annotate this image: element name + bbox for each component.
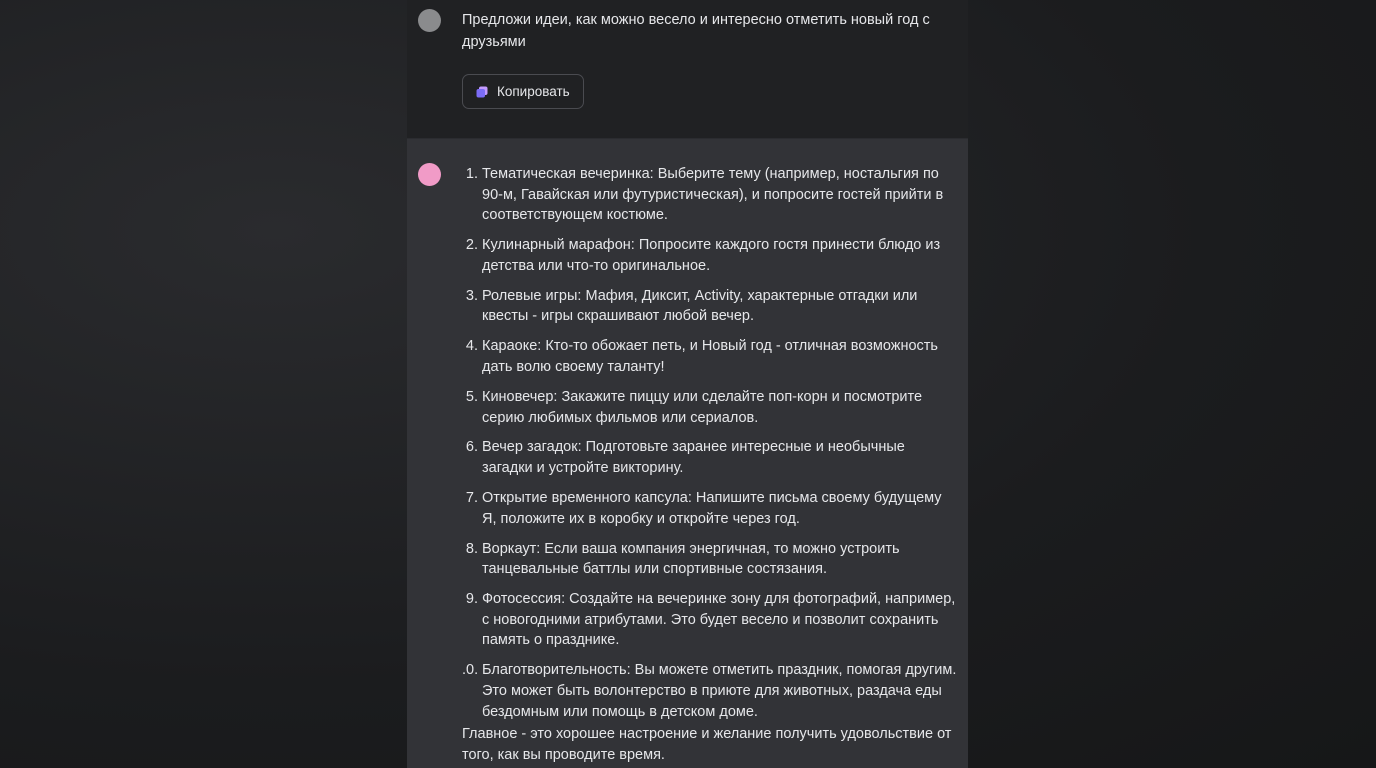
closing-paragraph: Главное - это хорошее настроение и желание получить удовольствие от того, как вы проводите время. bbox=[462, 725, 952, 763]
list-item bbox=[462, 539, 957, 580]
list-item-number: 7. bbox=[465, 490, 478, 507]
copy-button[interactable] bbox=[462, 74, 584, 109]
ideas-list bbox=[462, 164, 957, 722]
list-item bbox=[462, 387, 957, 428]
list-item-number: 1. bbox=[465, 166, 478, 182]
list-item bbox=[462, 286, 957, 327]
list-item-text: Тематическая вечеринка: Выберите тему (например, ностальгия по 90-м, Гавайская или футуристическая), и попросите гостей прийти в соответствующем костюме. bbox=[482, 166, 944, 224]
list-item-number: 8. bbox=[465, 540, 478, 557]
list-item-text: Благотворительность: Вы можете отметить праздник, помогая другим. Это может быть волонтерство в приюте для животных, раздача еды бездомным или помощь в детском доме. bbox=[482, 662, 957, 720]
user-message-text: Предложи идеи, как можно весело и интересно отметить новый год с друзьями bbox=[462, 12, 930, 50]
assistant-avatar bbox=[418, 163, 441, 186]
chat-column bbox=[407, 0, 968, 768]
copy-button-label: Копировать bbox=[497, 84, 570, 99]
list-item bbox=[462, 488, 957, 529]
list-item-number: .0. bbox=[462, 662, 479, 679]
list-item bbox=[462, 235, 957, 276]
list-item-text: Караоке: Кто-то обожает петь, и Новый год - отличная возможность дать волю своему таланту! bbox=[482, 338, 938, 375]
list-item-text: Ролевые игры: Мафия, Диксит, Activity, характерные отгадки или квесты - игры скрашивают любой вечер. bbox=[482, 287, 918, 325]
list-item-text: Киновечер: Закажите пиццу или сделайте поп-корн и посмотрите серию любимых фильмов или сериалов. bbox=[482, 388, 923, 426]
list-item-number: 2. bbox=[465, 237, 478, 254]
list-item-number: 9. bbox=[465, 591, 478, 608]
assistant-answer bbox=[462, 164, 957, 766]
list-item bbox=[462, 336, 957, 377]
list-item-text: Вечер загадок: Подготовьте заранее интересные и необычные загадки и устройте викторину. bbox=[482, 439, 905, 477]
user-message bbox=[407, 0, 968, 139]
list-item-text: Воркаут: Если ваша компания энергичная, то можно устроить танцевальные баттлы или спортивные состязания. bbox=[482, 540, 900, 578]
list-item-number: 5. bbox=[465, 388, 478, 405]
assistant-message bbox=[407, 139, 968, 768]
list-item bbox=[462, 660, 957, 722]
list-item-number: 3. bbox=[465, 287, 478, 304]
list-item-text: Открытие временного капсула: Напишите письма своему будущему Я, положите их в коробку и откройте через год. bbox=[482, 490, 942, 527]
list-item-number: 4. bbox=[465, 338, 478, 355]
list-item bbox=[462, 589, 957, 651]
list-item-number: 6. bbox=[465, 439, 478, 456]
list-item bbox=[462, 437, 957, 478]
list-item-text: Кулинарный марафон: Попросите каждого гостя принести блюдо из детства или что-то оригинальное. bbox=[482, 237, 941, 274]
user-avatar bbox=[418, 9, 441, 32]
list-item bbox=[462, 164, 957, 226]
copy-icon bbox=[475, 85, 489, 99]
list-item-text: Фотосессия: Создайте на вечеринке зону для фотографий, например, с новогодними атрибутами. Это будет весело и позволит сохранить память о празднике. bbox=[482, 591, 956, 649]
